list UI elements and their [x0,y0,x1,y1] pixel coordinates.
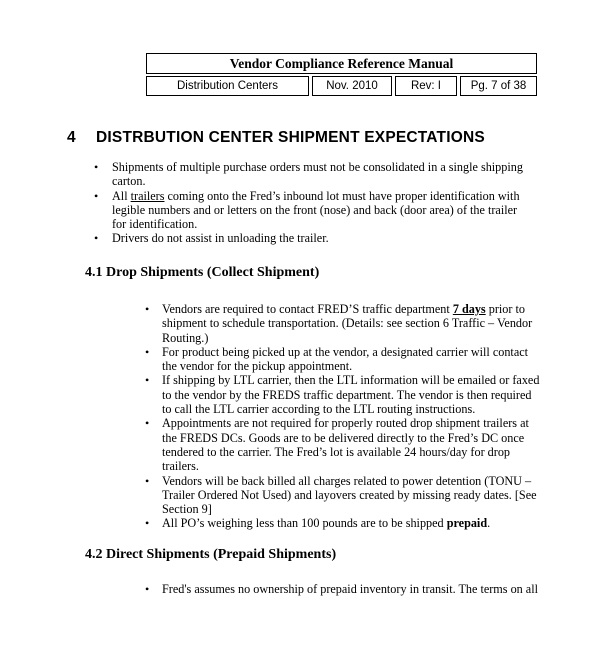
direct-shipments-list [145,582,540,596]
list-item: • All trailers coming onto the Fred’s inbound lot must have proper identification with legible numbers and or letters on the front (nose) and back (door area) of the trailer for identification. [94,189,534,232]
list-item: • Fred's assumes no ownership of prepaid inventory in transit. The terms on all [145,582,540,596]
manual-title: Vendor Compliance Reference Manual [146,53,537,74]
trailers-link[interactable]: trailers [130,188,165,203]
header-info-row [146,76,537,96]
section-number: 4 [67,129,76,146]
list-item: • For product being picked up at the vendor, a designated carrier will contact the vendor for the pickup appointment. [145,345,540,374]
list-item: • If shipping by LTL carrier, then the LTL information will be emailed or faxed to the vendor by the FREDS traffic department. The vendor is then required to call the LTL carrier according to the LTL routing instructions. [145,373,540,416]
list-item: • Vendors are required to contact FRED’S traffic department 7 days prior to shipment to schedule transportation. (Details: see section 6 Traffic – Vendor Routing.) [145,302,540,345]
list-item: • Appointments are not required for properly routed drop shipment trailers at the FREDS DCs. Goods are to be delivered directly to the Fred’s DC once tendered to the carrier. The Fred’s lot is available 24 hours/day for drop trailers. [145,416,540,473]
direct-shipments-heading: 4.2 Direct Shipments (Prepaid Shipments) [85,547,337,562]
seven-days-emphasis: 7 days [452,302,486,316]
drop-shipments-list [145,302,540,531]
list-item: • All PO’s weighing less than 100 pounds are to be shipped prepaid. [145,516,540,530]
header-date: Nov. 2010 [312,76,392,96]
manual-header [146,53,537,96]
list-item: • Shipments of multiple purchase orders must not be consolidated in a single shipping carton. [94,160,534,189]
prepaid-emphasis: prepaid [446,516,488,531]
header-section: Distribution Centers [146,76,309,96]
header-page-number: Pg. 7 of 38 [460,76,537,96]
section-title: DISTRBUTION CENTER SHIPMENT EXPECTATIONS [96,129,485,146]
expectations-list [94,160,534,246]
list-item: • Vendors will be back billed all charges related to power detention (TONU – Trailer Ordered Not Used) and layovers created by missing ready dates. [See Section 9] [145,474,540,517]
drop-shipments-heading: 4.1 Drop Shipments (Collect Shipment) [85,265,320,280]
header-revision: Rev: I [395,76,457,96]
section-heading [67,129,485,147]
list-item: • Drivers do not assist in unloading the trailer. [94,231,534,245]
